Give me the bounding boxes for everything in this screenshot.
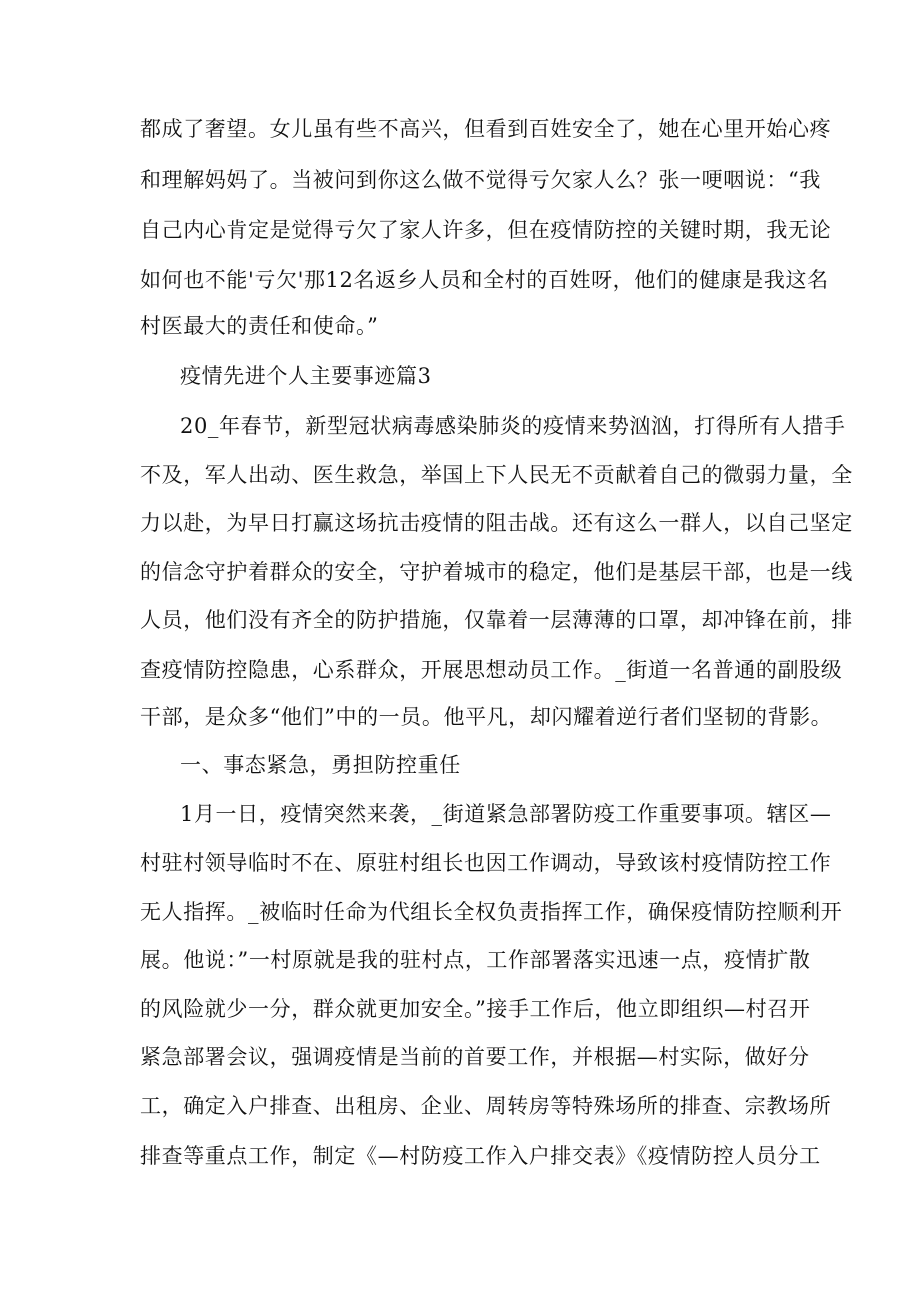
- text-line: 工，确定入户排查、出租房、企业、周转房等特殊场所的排查、宗教场所: [140, 1094, 832, 1118]
- section-heading: 一、事态紧急，勇担防控重任: [180, 753, 461, 777]
- text-line: 紧急部署会议，强调疫情是当前的首要工作，并根据—村实际，做好分: [140, 1045, 810, 1069]
- text-line: 村医最大的责任和使命。”: [140, 314, 379, 338]
- text-line: 无人指挥。_被临时任命为代组长全权负责指挥工作，确保疫情防控顺利开: [140, 900, 843, 924]
- text-line: 力以赴，为早日打赢这场抗击疫情的阻击战。还有这么一群人，以自己坚定: [140, 511, 853, 535]
- section-heading: 疫情先进个人主要事迹篇3: [180, 364, 432, 388]
- text-line: 都成了奢望。女儿虽有些不高兴，但看到百姓安全了，她在心里开始心疼: [140, 117, 832, 141]
- text-line: 不及，军人出动、医生救急，举国上下人民无不贡献着自己的微弱力量，全: [140, 463, 853, 487]
- text-line: 排查等重点工作，制定《—村防疫工作入户排交表》《疫情防控人员分工: [140, 1144, 821, 1168]
- text-line: 展。他说：”一村原就是我的驻村点，工作部署落实迅速一点，疫情扩散: [140, 948, 811, 972]
- text-line: 村驻村领导临时不在、原驻村组长也因工作调动，导致该村疫情防控工作: [140, 851, 832, 875]
- text-line: 干部，是众多“他们”中的一员。他平凡，却闪耀着逆行者们坚韧的背影。: [140, 705, 833, 729]
- text-line: 的风险就少一分，群众就更加安全。”接手工作后，他立即组织—村召开: [140, 997, 811, 1021]
- paragraph-first-line: 20_年春节，新型冠状病毒感染肺炎的疫情来势汹汹，打得所有人措手: [180, 414, 846, 438]
- text-line: 的信念守护着群众的安全，守护着城市的稳定，他们是基层干部，也是一线: [140, 560, 853, 584]
- text-line: 人员，他们没有齐全的防护措施，仅靠着一层薄薄的口罩，却冲锋在前，排: [140, 608, 853, 632]
- text-line: 如何也不能'亏欠'那12名返乡人员和全村的百姓呀，他们的健康是我这名: [140, 268, 829, 292]
- paragraph-first-line: 1月一日，疫情突然来袭，_街道紧急部署防疫工作重要事项。辖区—: [180, 802, 832, 826]
- text-line: 自己内心肯定是觉得亏欠了家人许多，但在疫情防控的关键时期，我无论: [140, 218, 832, 242]
- text-line: 查疫情防控隐患，心系群众，开展思想动员工作。_街道一名普通的副股级: [140, 658, 843, 682]
- text-line: 和理解妈妈了。当被问到你这么做不觉得亏欠家人么？张一哽咽说：“我: [140, 168, 821, 192]
